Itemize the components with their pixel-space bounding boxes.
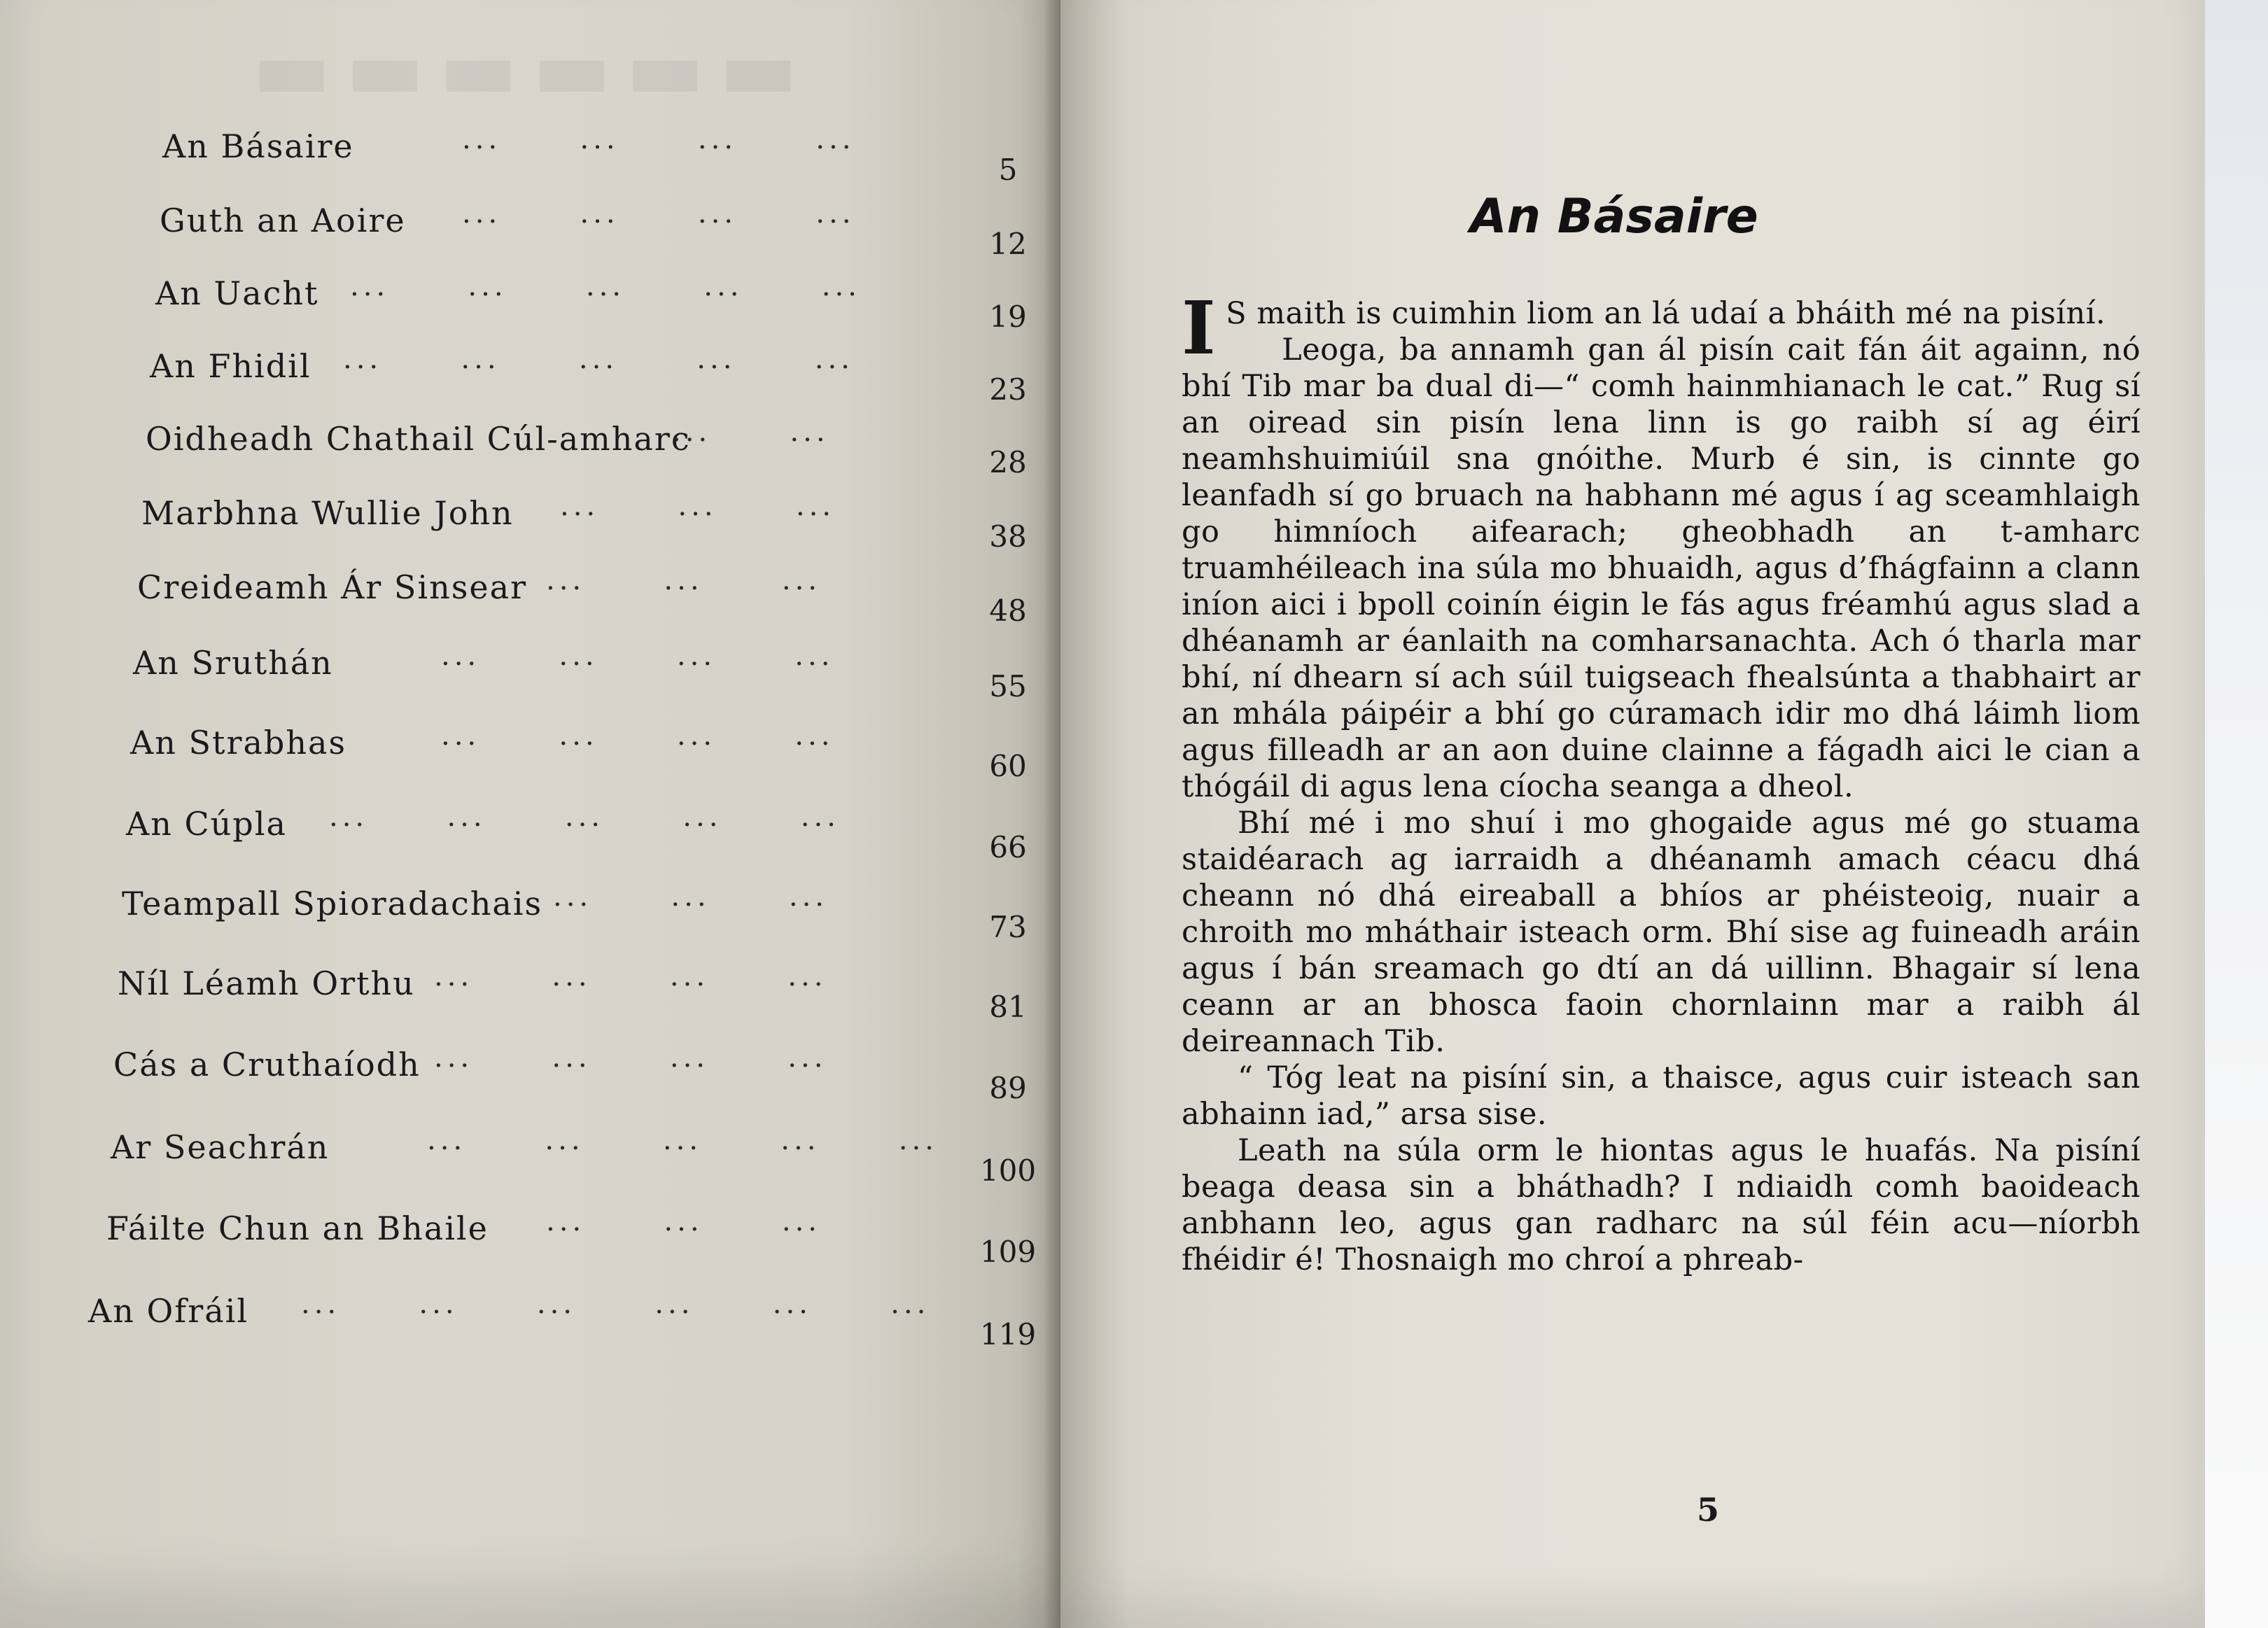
- paragraph: Bhí mé i mo shuí i mo ghogaide agus mé go stuama staidéarach ag iarraidh a dhéanamh amach céacu dhá cheann nó dhá eireaball a bhíos ar phéisteoig, nuair a chroith mo mháthair isteach orm. Bhí sise ag fuineadh aráin agus í bán sreamach go dtí an dá uillinn. Bhagair sí lena ceann ar an bhosca faoin chornlainn mar a raibh ál deireannach Tib.: [1182, 806, 2141, 1059]
- toc-entry-title: Guth an Aoire: [160, 202, 406, 239]
- toc-entry-page: 109: [979, 1235, 1037, 1269]
- toc-entry-page: 81: [989, 990, 1027, 1024]
- toc-entry-title: Teampall Spioradachais: [122, 885, 543, 922]
- toc-entry-title: Creideamh Ár Sinsear: [137, 568, 528, 606]
- paragraph: Leoga, ba annamh gan ál pisín cait fán áit againn, nó bhí Tib mar ba dual di—“ comh hainmhianach le cat.” Rug sí an oiread sin pisín lena linn is go raibh sí ag éirí neamhshuimiúil sna gnóithe. Murb é sin, is cinnte go leanfadh sí go bruach na habhann mé agus í ag sceamhlaigh go himníoch aifearach; gheobhadh an t-amharc truamhéileach ina súla mo bhuaidh, agus d’fhágfainn a clann iníon aici i bpoll coinín éigin le fás agus fréamhú agus slad a dhéanamh ar éanlaith na comharsanachta. Ach ó tharla mar bhí, ní dhearn sí ach súil tuigseach fhealsúnta a thabhairt ar an mhála páipéir a bhí go cúramach idir mo dhá láimh liom agus filleadh ar an aon duine clainne a fágadh aici le cian a thógáil di agus lena cíocha seanga a dheol.: [1182, 332, 2141, 804]
- toc-leader-dots: ... ... ... ... ...: [427, 1124, 938, 1156]
- toc-entry-title: Cás a Cruthaíodh: [113, 1046, 421, 1083]
- toc-entry-page: 5: [998, 153, 1018, 187]
- toc-entry-page: 60: [989, 749, 1027, 783]
- toc-entry-page: 19: [989, 300, 1027, 334]
- toc-entry-page: 55: [989, 669, 1027, 703]
- toc-entry-title: An Cúpla: [126, 805, 287, 843]
- toc-entry-title: An Básaire: [162, 127, 354, 165]
- toc-entry-title: Oidheadh Chathail Cúl-amharc: [146, 420, 691, 458]
- toc-leader-dots: ... ... ... ...: [434, 1041, 827, 1074]
- chapter-title: An Básaire: [1470, 189, 1758, 244]
- toc-leader-dots: ... ... ... ... ...: [329, 801, 840, 833]
- toc-leader-dots: ... ... ... ...: [462, 123, 855, 155]
- paragraph: [1182, 285, 2141, 371]
- toc-entry-page: 23: [989, 372, 1027, 407]
- toc-leader-dots: ... ... ... ... ...: [343, 343, 854, 375]
- toc-entry-page: 119: [979, 1317, 1037, 1352]
- toc-entry-title: An Ofráil: [88, 1292, 249, 1330]
- paragraph: “ Tóg leat na pisíní sin, a thaisce, agus cuir isteach san abhainn iad,” arsa sise.: [1182, 1060, 2141, 1132]
- toc-leader-dots: ... ... ... ...: [462, 197, 855, 230]
- toc-leader-dots: ... ... ... ...: [434, 960, 827, 992]
- toc-entry-page: 66: [989, 830, 1027, 864]
- toc-entry-title: An Fhidil: [150, 347, 312, 385]
- toc-leader-dots: ... ... ... ... ... ...: [301, 1288, 930, 1320]
- toc-leader-dots: ... ... ... ...: [441, 640, 834, 672]
- toc-entry-title: An Strabhas: [130, 724, 346, 762]
- drop-cap: I: [1182, 285, 1217, 371]
- toc-entry-page: 73: [989, 910, 1027, 944]
- toc-entry-title: An Sruthán: [133, 644, 333, 682]
- toc-leader-dots: ... ... ...: [546, 564, 822, 596]
- toc-entry-page: 38: [989, 519, 1027, 554]
- toc-entry-title: Ar Seachrán: [111, 1128, 330, 1166]
- toc-entry-title: Marbhna Wullie John: [141, 494, 514, 532]
- toc-leader-dots: ... ...: [672, 416, 830, 448]
- paragraph-text: S maith is cuimhin liom an lá udaí a bháith mé na pisíní.: [1226, 296, 2106, 331]
- toc-entry-title: An Uacht: [155, 274, 319, 312]
- toc-entry-page: 100: [979, 1153, 1037, 1188]
- toc-entry-page: 89: [989, 1071, 1027, 1105]
- toc-leader-dots: ... ... ... ... ...: [350, 270, 861, 302]
- toc-leader-dots: ... ... ... ...: [441, 720, 834, 752]
- page-number: 5: [1696, 1491, 1719, 1529]
- toc-entry-title: Fáilte Chun an Bhaile: [106, 1209, 489, 1247]
- toc-leader-dots: ... ... ...: [546, 1205, 822, 1237]
- toc-entry-page: 12: [989, 227, 1027, 261]
- toc-entry-page: 48: [989, 594, 1027, 628]
- toc-entry-page: 28: [989, 445, 1027, 479]
- toc-leader-dots: ... ... ...: [553, 880, 829, 913]
- toc-entry-title: Níl Léamh Orthu: [118, 964, 415, 1002]
- toc-leader-dots: ... ... ...: [560, 490, 836, 522]
- chapter-body: [1182, 285, 2141, 1278]
- bleed-through-decoration: ▬▬▬▬▬▬: [252, 21, 813, 118]
- paragraph: Leath na súla orm le hiontas agus le huafás. Na pisíní beaga deasa sin a bháthadh? I ndiaidh comh baoideach anbhann leo, agus gan radharc na súl féin acu—níorbh fhéidir é! Thosnaigh mo chroí a phreab-: [1182, 1133, 2141, 1277]
